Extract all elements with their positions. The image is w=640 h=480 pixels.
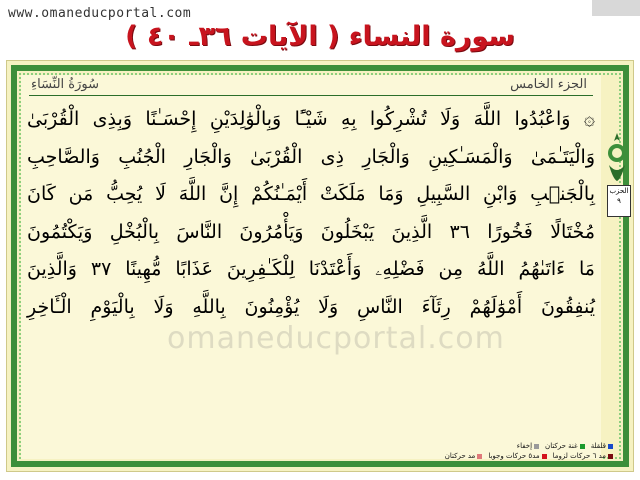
legend-item [517,441,539,451]
verse-line: ۞ وَاعْبُدُوا اللَّهَ وَلَا تُشْرِكُوا بِهِ شَيْـًٔا وَبِالْوَٰلِدَيْنِ إِحْسَـٰنًا وَبِذِى الْقُرْبَىٰ [27,108,595,130]
legend-swatch [580,444,585,449]
juz-header: الجزء الخامس [510,77,587,92]
mushaf-text-area [21,75,601,459]
verses [27,101,595,326]
legend-label: غنة حركتان [545,442,578,450]
header-rule [29,95,593,96]
site-url: www.omaneducportal.com [8,6,192,21]
legend-swatch [608,444,613,449]
hizb-label: الحزب [609,187,629,195]
legend-item [445,451,483,461]
legend-label: قلقلة [590,442,606,450]
hizb-number: ٩ [617,197,621,205]
legend-item [488,451,546,461]
legend-item [553,451,613,461]
page-title: سورة النساء ( الآيات ٣٦ـ ٤٠ ) [125,21,515,52]
hizb-box [607,185,631,217]
legend-item [591,441,613,451]
legend-swatch [477,454,482,459]
verse-line: يُنفِقُونَ أَمْوَٰلَهُمْ رِئَآءَ النَّاسِ وَلَا يُؤْمِنُونَ بِاللَّهِ وَلَا بِالْيَوْمِ الْـَٔاخِرِ [27,295,595,318]
verse-line: مَا ءَاتَىٰهُمُ اللَّهُ مِن فَضْلِهِۦ وَأَعْتَدْنَا لِلْكَـٰفِرِينَ عَذَابًا مُّهِينًا ٣٧ وَالَّذِينَ [27,258,595,280]
verse-line: بِالْجَنۢبِ وَابْنِ السَّبِيلِ وَمَا مَلَكَتْ أَيْمَـٰنُكُمْ إِنَّ اللَّهَ لَا يُحِبُّ مَن كَانَ [27,183,595,205]
surah-header: سُورَةُ النِّسَاءِ [31,77,99,92]
legend-swatch [542,454,547,459]
legend-label: مد حركتان [444,452,476,460]
corner-shape [592,0,640,16]
watermark: omaneducportal.com [167,321,505,356]
legend-item [545,441,585,451]
legend-row [393,441,613,451]
legend-swatch [534,444,539,449]
legend-label: مد٥ حركات وجوبا [488,452,540,460]
legend-swatch [608,454,613,459]
verse-line: مُخْتَالًا فَخُورًا ٣٦ الَّذِينَ يَبْخَلُونَ وَيَأْمُرُونَ النَّاسَ بِالْبُخْلِ وَيَكْتُمُونَ [27,220,595,243]
tajweed-legend [393,441,613,461]
legend-label: إخفاء [516,442,533,450]
legend-label: مد ٦ حركات لزوما [552,452,606,460]
mushaf-page [6,60,634,472]
legend-row [393,451,613,461]
verse-line: وَالْيَتَـٰمَىٰ وَالْمَسَـٰكِينِ وَالْجَارِ ذِى الْقُرْبَىٰ وَالْجَارِ الْجُنُبِ وَالصَّاحِبِ [27,145,595,168]
